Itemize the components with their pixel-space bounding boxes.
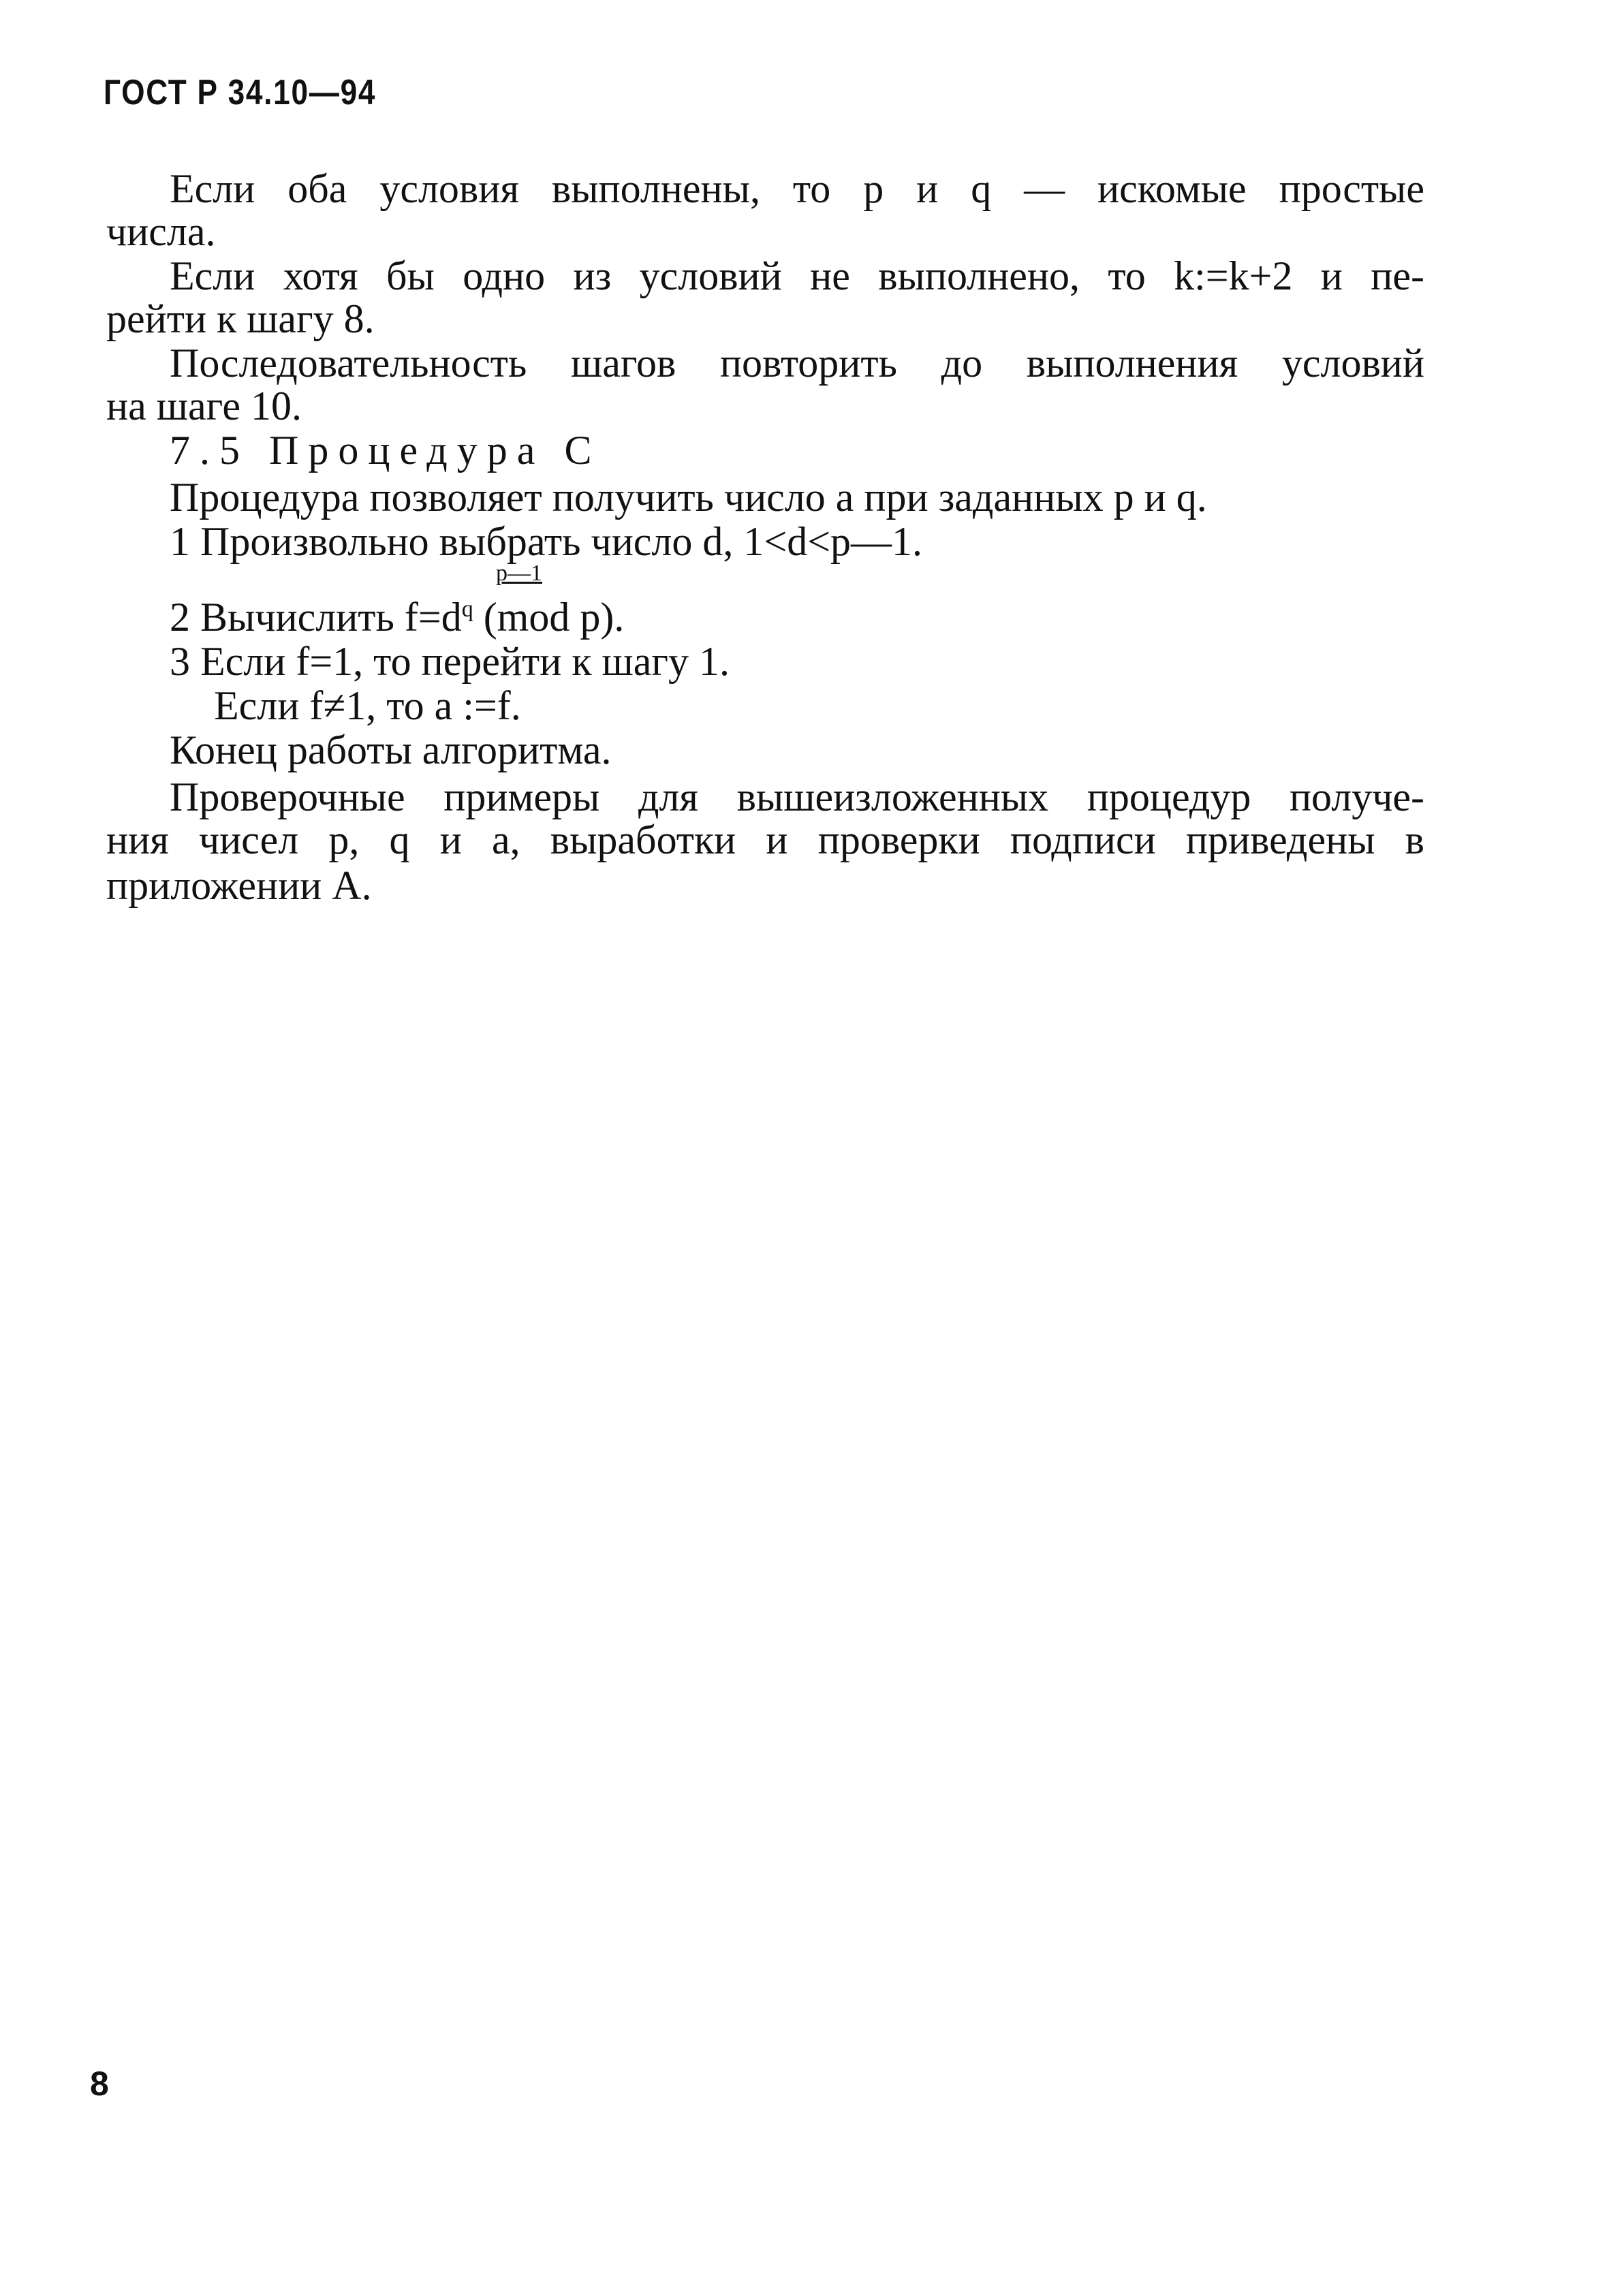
paragraph-line: приложении А. — [106, 863, 372, 908]
step-2-suffix: (mod p). — [473, 595, 625, 640]
step-3-else: Если f≠1, то a :=f. — [214, 683, 521, 728]
document-header: ГОСТ Р 34.10—94 — [104, 73, 377, 112]
paragraph-line: Процедура позволяет получить число a при заданных p и q. — [170, 475, 1207, 520]
page-number: 8 — [90, 2065, 109, 2103]
paragraph-line: числа. — [106, 209, 216, 254]
exponent-numerator: p—1 — [496, 561, 542, 586]
step-2 — [170, 586, 624, 641]
step-3: 3 Если f=1, то перейти к шагу 1. — [170, 639, 730, 684]
step-1: 1 Произвольно выбрать число d, 1<d<p—1. — [170, 519, 923, 564]
paragraph-line: Последовательность шагов повторить до выполнения условий — [170, 341, 1424, 386]
section-heading: 7.5 Процедура C — [170, 428, 602, 473]
paragraph-line: рейти к шагу 8. — [106, 296, 375, 341]
paragraph-line: ния чисел p, q и a, выработки и проверки подписи приведены в — [106, 817, 1424, 862]
paragraph-line: Конец работы алгоритма. — [170, 727, 612, 772]
paragraph-line: Если оба условия выполнены, то p и q — искомые простые — [170, 166, 1424, 211]
exponent-denominator: q — [461, 597, 473, 622]
paragraph-line: на шаге 10. — [106, 383, 302, 428]
step-2-prefix: 2 Вычислить f=d — [170, 595, 462, 640]
paragraph-line: Если хотя бы одно из условий не выполнено, то k:=k+2 и пе- — [170, 253, 1424, 298]
paragraph-line: Проверочные примеры для вышеизложенных процедур получе- — [170, 774, 1424, 819]
